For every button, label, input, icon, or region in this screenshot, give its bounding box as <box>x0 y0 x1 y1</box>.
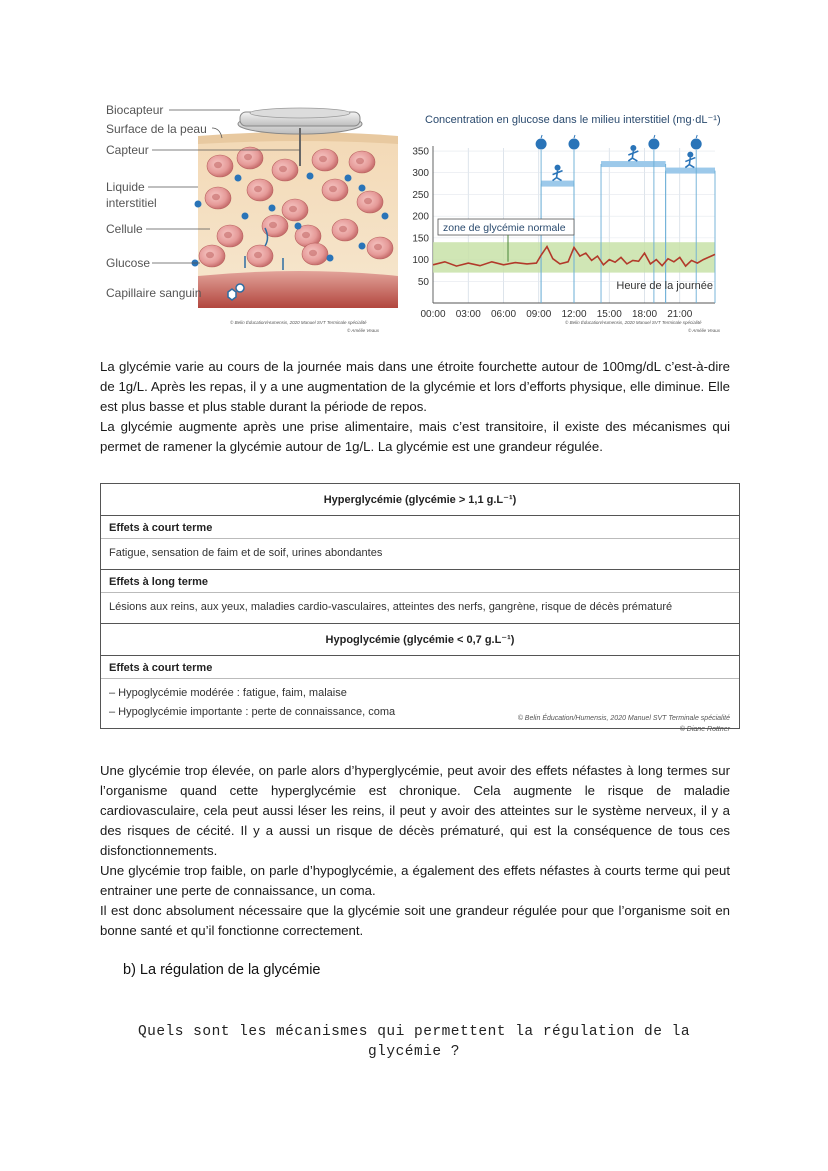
glucose-molecule <box>382 213 389 220</box>
cell-nucleus <box>254 186 262 192</box>
cell-nucleus <box>269 222 277 228</box>
cell-nucleus <box>254 252 262 258</box>
credit-line: © Belin Éducation/Humensis, 2020 Manuel SVT Terminale spécialité <box>517 715 730 722</box>
biosensor-figure <box>100 98 400 338</box>
runner-icon <box>555 165 561 171</box>
paragraph: La glycémie varie au cours de la journée mais dans une étroite fourchette autour de 100mg/dL c’est-à-dire de 1g/L. Après les repas, il y a une augmentation de la glycémie et lors d’efforts physique, elle diminue. Elle est plus basse et plus stable durant la période de repos. <box>100 359 730 414</box>
cell-nucleus <box>364 198 372 204</box>
section-heading: b) La régulation de la glycémie <box>123 962 321 978</box>
label-liquide: Liquide <box>106 180 145 194</box>
row-title: Effets à court terme <box>109 522 213 534</box>
x-tick-label: 06:00 <box>490 309 517 320</box>
hyperglycemia-header: Hyperglycémie (glycémie > 1,1 g.L⁻¹) <box>101 484 739 516</box>
label-surface-peau: Surface de la peau <box>106 122 207 136</box>
figure-left-credit-2: © Amélie Veaux <box>347 328 379 333</box>
row-title: Effets à long terme <box>109 576 209 588</box>
glucose-molecule <box>242 213 249 220</box>
cell-nucleus <box>214 162 222 168</box>
x-axis-ticks <box>420 309 692 320</box>
cell-nucleus <box>244 154 252 160</box>
paragraph: La glycémie augmente après une prise alimentaire, mais c’est transitoire, il existe des mécanismes qui permet de ramener la glycémie autour de 1g/L. La glycémie est une grandeur régulée. <box>100 419 730 454</box>
x-tick-label: 03:00 <box>455 309 481 320</box>
y-tick-label: 300 <box>412 168 429 180</box>
row-body <box>101 538 739 563</box>
cell-nucleus <box>212 194 220 200</box>
row-text: Fatigue, sensation de faim et de soif, urines abondantes <box>109 547 383 559</box>
x-tick-label: 15:00 <box>596 309 622 320</box>
question <box>100 1022 728 1062</box>
y-tick-label: 150 <box>412 233 429 245</box>
glucose-molecule <box>195 201 202 208</box>
activity-bar <box>601 161 666 167</box>
runner-icon <box>630 145 636 151</box>
row-body <box>101 592 739 617</box>
cell-nucleus <box>289 206 297 212</box>
cell-nucleus <box>309 250 317 256</box>
text-block-intro <box>100 357 730 457</box>
question-line: glycémie ? <box>367 1044 460 1060</box>
question-line: Quels sont les mécanismes qui permettent la régulation de la <box>137 1024 691 1040</box>
runner-icon <box>628 151 638 161</box>
cell-nucleus <box>329 186 337 192</box>
table-row <box>101 570 739 624</box>
cell-nucleus <box>224 232 232 238</box>
runner-icon <box>553 171 563 181</box>
runner-icon <box>685 158 695 168</box>
row-text: – Hypoglycémie modérée : fatigue, faim, malaise <box>109 687 347 699</box>
figure-right-credit-2: © Amélie Veaux <box>688 328 720 333</box>
y-tick-label: 350 <box>412 146 429 158</box>
cell-nucleus <box>279 166 287 172</box>
label-capillaire: Capillaire sanguin <box>106 286 202 300</box>
figure-right-credit-1: © Belin Éducation/Humensis, 2020 Manuel SVT Terminale spécialité <box>565 320 702 325</box>
label-interstitiel: interstitiel <box>106 196 157 210</box>
paragraph: Une glycémie trop élevée, on parle alors d’hyperglycémie, peut avoir des effets néfastes à long termes sur l’organisme quand cette hyperglycémie est chronique. Cela augmente le risque de maladie cardiovasculaire, cela peut aussi léser les reins, il peut y avoir des atteintes sur le système nerveux, il y a des risques de cécité. Il y a aussi un risque de décès prématuré, qui est la conséquence de tous ces disfonctionnements. <box>100 763 730 858</box>
table-row <box>101 516 739 570</box>
x-tick-label: 21:00 <box>667 309 693 320</box>
glucose-molecule <box>235 175 242 182</box>
label-glucose: Glucose <box>106 256 151 270</box>
apple-stem <box>574 135 575 138</box>
text-block-effects <box>100 761 730 941</box>
glucose-molecule <box>327 255 334 262</box>
y-axis-ticks <box>412 147 429 288</box>
label-cellule: Cellule <box>106 222 143 236</box>
paragraph: Il est donc absolument nécessaire que la glycémie soit une grandeur régulée pour que l’organisme soit en bonne santé et qu’il fonctionne correctement. <box>100 903 730 938</box>
x-tick-label: 12:00 <box>561 309 587 320</box>
cell-nucleus <box>319 156 327 162</box>
row-text: Lésions aux reins, aux yeux, maladies cardio-vasculaires, atteintes des nerfs, gangrène, risque de décès prématuré <box>109 601 673 613</box>
row-title: Effets à court terme <box>109 662 213 674</box>
activity-bar <box>541 181 574 187</box>
y-tick-label: 200 <box>412 211 429 223</box>
apple-icon <box>536 139 547 150</box>
glucose-molecule <box>295 223 302 230</box>
cell-nucleus <box>374 244 382 250</box>
x-tick-label: 09:00 <box>526 309 552 320</box>
paragraph: Une glycémie trop faible, on parle d’hypoglycémie, a également des effets néfastes à courts terme qui peut entrainer une perte de connaissance, un coma. <box>100 863 730 898</box>
runner-icon <box>687 152 693 158</box>
chart-title: Concentration en glucose dans le milieu interstitiel (mg·dL⁻¹) <box>425 114 721 126</box>
glucose-molecule <box>307 173 314 180</box>
label-biocapteur: Biocapteur <box>106 103 164 117</box>
glucose-molecule <box>345 175 352 182</box>
biosensor-illustration <box>100 98 400 338</box>
apple-stem <box>696 135 697 138</box>
apple-icon <box>648 139 659 150</box>
glucose-chart <box>405 98 735 338</box>
apple-stem <box>541 135 542 138</box>
cell-nucleus <box>302 232 310 238</box>
y-tick-label: 100 <box>412 255 429 267</box>
x-axis-label: Heure de la journée <box>616 280 713 292</box>
cell-nucleus <box>206 252 214 258</box>
label-capteur: Capteur <box>106 143 149 157</box>
table-credit <box>430 713 730 735</box>
y-tick-label: 250 <box>412 189 429 201</box>
zone-label-text: zone de glycémie normale <box>443 222 566 235</box>
row-text: – Hypoglycémie importante : perte de connaissance, coma <box>109 706 396 718</box>
glucose-chart-figure <box>405 98 735 338</box>
apple-icon <box>691 139 702 150</box>
credit-line: © Diane Rottner <box>679 726 730 733</box>
apple-icon <box>569 139 580 150</box>
hypoglycemia-header: Hypoglycémie (glycémie < 0,7 g.L⁻¹) <box>101 624 739 656</box>
cell-nucleus <box>339 226 347 232</box>
apple-stem <box>654 135 655 138</box>
glucose-molecule <box>359 243 366 250</box>
glucose-molecule <box>269 205 276 212</box>
y-tick-label: 50 <box>417 276 429 288</box>
glycemia-effects-table <box>100 483 740 729</box>
figure-left-credit-1: © Belin Éducation/Humensis, 2020 Manuel SVT Terminale spécialité <box>230 320 367 325</box>
x-tick-label: 00:00 <box>420 309 446 320</box>
glucose-molecule <box>359 185 366 192</box>
x-tick-label: 18:00 <box>631 309 658 320</box>
activity-bar <box>666 168 715 174</box>
cell-nucleus <box>356 158 364 164</box>
